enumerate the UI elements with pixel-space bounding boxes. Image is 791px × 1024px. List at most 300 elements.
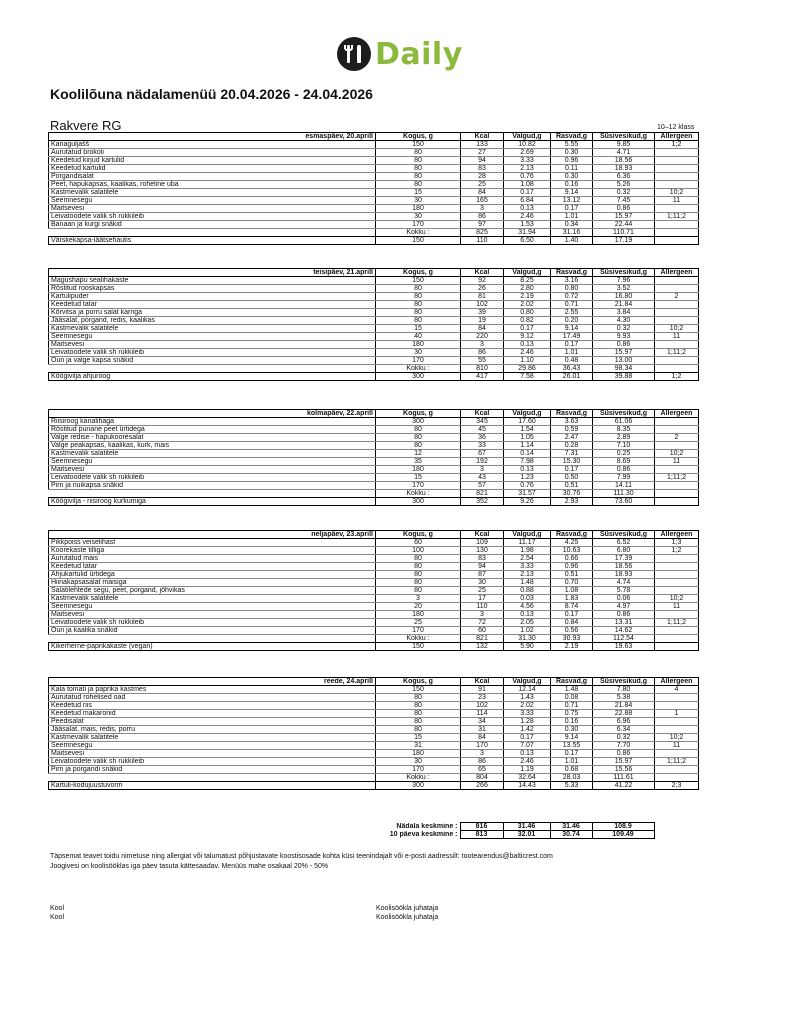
cell-value: 5.26 [593, 181, 655, 189]
cell-value: 1.40 [551, 237, 593, 245]
dish-name: Pikkpoiss veiselihast [49, 539, 376, 547]
cell-value: 2 [655, 434, 699, 442]
cell-value: 19.63 [593, 643, 655, 651]
table-row [49, 277, 699, 285]
cell-value: 22.44 [593, 221, 655, 229]
cell-value: 80 [376, 571, 461, 579]
cell-value: 3.33 [504, 563, 551, 571]
cell-value [655, 750, 699, 758]
cell-value: 30 [376, 213, 461, 221]
column-header: Süsivesikud,g [593, 269, 655, 277]
cell-value: 80 [376, 442, 461, 450]
column-header: Valgud,g [504, 678, 551, 686]
column-header: Rasvad,g [551, 133, 593, 141]
column-header: Allergeen [655, 269, 699, 277]
cell-value: 1.53 [504, 221, 551, 229]
dish-name: Aurutatud rohelised oad [49, 694, 376, 702]
cell-value [655, 726, 699, 734]
cell-value [655, 165, 699, 173]
dish-name: Kastmevalik salatitele [49, 189, 376, 197]
cell-value: 5.33 [551, 782, 593, 790]
table-row [49, 426, 699, 434]
cell-value: 18.93 [593, 165, 655, 173]
dish-name: Kanaguljašš [49, 141, 376, 149]
cell-value: 2.02 [504, 702, 551, 710]
cell-value: 80 [376, 285, 461, 293]
cell-value: 8.74 [551, 603, 593, 611]
column-header: Allergeen [655, 531, 699, 539]
cell-value: 300 [376, 418, 461, 426]
cell-value: 1 [655, 710, 699, 718]
cell-value: 1.01 [551, 213, 593, 221]
cell-value: 300 [376, 782, 461, 790]
total-label: Kokku : [376, 229, 461, 237]
table-row [49, 555, 699, 563]
cell-value [655, 442, 699, 450]
cell-value: 1;11;2 [655, 213, 699, 221]
cell-value: 1.83 [551, 595, 593, 603]
cell-value: 0.66 [551, 555, 593, 563]
cell-value [655, 426, 699, 434]
average-value: 32.01 [503, 831, 550, 839]
cell-value: 2.46 [504, 758, 551, 766]
cell-value: 61.06 [593, 418, 655, 426]
cell-value: 0.16 [551, 718, 593, 726]
cell-value: 80 [376, 587, 461, 595]
cell-value: 11 [655, 197, 699, 205]
cell-value: 2 [655, 293, 699, 301]
cell-value [655, 702, 699, 710]
cell-value [655, 237, 699, 245]
cell-value: 1;2 [655, 141, 699, 149]
cell-value: 0.76 [504, 173, 551, 181]
extra-row [49, 782, 699, 790]
cell-value: 21.84 [593, 702, 655, 710]
cell-value: 6.84 [504, 197, 551, 205]
cell-value: 180 [376, 466, 461, 474]
cell-value: 0.17 [551, 750, 593, 758]
cell-value: 80 [376, 710, 461, 718]
cell-value: 7.99 [593, 474, 655, 482]
cell-value: 0.70 [551, 579, 593, 587]
total-label: Kokku : [376, 365, 461, 373]
cell-value: 80 [376, 317, 461, 325]
cell-value: 45 [461, 426, 504, 434]
cell-value: 18.56 [593, 563, 655, 571]
cell-value: 2.05 [504, 619, 551, 627]
dish-name: Koorekaste tilliga [49, 547, 376, 555]
cell-value [655, 301, 699, 309]
dish-name: Värskekapsa-läätsehautis [49, 237, 376, 245]
cell-value: 60 [461, 627, 504, 635]
cell-value: 2.13 [504, 165, 551, 173]
cell-value: 84 [461, 189, 504, 197]
dish-name: Kastmevalik salatitele [49, 595, 376, 603]
cell-value: 1;11;2 [655, 474, 699, 482]
cell-value: 1;2 [655, 373, 699, 381]
column-header: Kcal [461, 678, 504, 686]
cell-value: 25 [376, 619, 461, 627]
dish-name: Ahjukartulid ürtidega [49, 571, 376, 579]
cell-value: 80 [376, 181, 461, 189]
dish-name: Kastmevalik salatitele [49, 450, 376, 458]
cell-value: 1.54 [504, 426, 551, 434]
cell-value: 3 [376, 595, 461, 603]
total-value: 36.43 [551, 365, 593, 373]
cell-value: 1.01 [551, 349, 593, 357]
table-row [49, 165, 699, 173]
cell-value: 0.25 [593, 450, 655, 458]
cell-value: 192 [461, 458, 504, 466]
table-row [49, 482, 699, 490]
cell-value: 0.34 [551, 221, 593, 229]
total-value: 110.71 [593, 229, 655, 237]
cell-value: 10.63 [551, 547, 593, 555]
cell-value: 9.14 [551, 325, 593, 333]
dish-name: Seemnesegu [49, 197, 376, 205]
cell-value: 0.17 [551, 205, 593, 213]
table-row [49, 474, 699, 482]
cell-value: 1.48 [551, 686, 593, 694]
column-header: Allergeen [655, 133, 699, 141]
cell-value: 0.13 [504, 466, 551, 474]
cell-value: 17 [461, 595, 504, 603]
cell-value: 3.33 [504, 710, 551, 718]
column-header: Süsivesikud,g [593, 410, 655, 418]
table-row [49, 221, 699, 229]
table-row [49, 149, 699, 157]
cell-value: 0.17 [504, 325, 551, 333]
dish-name: Pirn ja porgandi snäkid [49, 766, 376, 774]
cell-value: 14.62 [593, 627, 655, 635]
table-row [49, 157, 699, 165]
table-row [49, 750, 699, 758]
cell-value: 300 [376, 373, 461, 381]
day-header-row [49, 531, 699, 539]
cell-value: 0.72 [551, 293, 593, 301]
cell-value: 2.89 [593, 434, 655, 442]
cell-value: 170 [376, 221, 461, 229]
day-header-row [49, 678, 699, 686]
column-header: Kcal [461, 133, 504, 141]
cell-value: 81 [461, 293, 504, 301]
cell-value: 80 [376, 555, 461, 563]
cell-value [655, 563, 699, 571]
cell-value: 0.13 [504, 341, 551, 349]
cell-value: 80 [376, 149, 461, 157]
table-row [49, 686, 699, 694]
cell-value: 0.80 [551, 285, 593, 293]
cell-value: 11.17 [504, 539, 551, 547]
dish-name: Maitsevesi [49, 341, 376, 349]
signature-label: Kool [50, 905, 65, 912]
cell-value [655, 579, 699, 587]
cell-value [655, 555, 699, 563]
table-row [49, 766, 699, 774]
daily-logo [337, 34, 463, 74]
dish-name: Porgandisalat [49, 173, 376, 181]
column-header: Kcal [461, 531, 504, 539]
dish-name: Kikerherne-paprikakaste (vegan) [49, 643, 376, 651]
cell-value: 2.19 [504, 293, 551, 301]
cell-value: 0.86 [593, 466, 655, 474]
table-row [49, 181, 699, 189]
cell-value: 0.32 [593, 734, 655, 742]
table-row [49, 418, 699, 426]
footnote-line: Täpsemat teavet toidu nimetuse ning allergiat või talumatust põhjustavate koostisosade kohta küsi teenindajalt või e-posti aadressilt: tootearendus@balticrest.com [50, 853, 553, 860]
dish-name: Kastmevalik salatitele [49, 734, 376, 742]
table-row [49, 458, 699, 466]
cell-value: 2.46 [504, 213, 551, 221]
cell-value: 2.69 [504, 149, 551, 157]
dish-name: Leivatoodete valik sh rukkileib [49, 474, 376, 482]
cell-value: 0.17 [551, 466, 593, 474]
cell-value [655, 357, 699, 365]
cell-value: 9.26 [504, 498, 551, 506]
column-header: Kogus, g [376, 269, 461, 277]
cell-value: 5.90 [504, 643, 551, 651]
cell-value: 84 [461, 734, 504, 742]
cell-value: 1;2 [655, 547, 699, 555]
average-label: Nädala keskmine : [396, 823, 458, 830]
table-row [49, 450, 699, 458]
day-table [48, 268, 698, 381]
cell-value: 102 [461, 301, 504, 309]
cell-value: 27 [461, 149, 504, 157]
cutlery-icon [337, 37, 371, 71]
average-value: 109.49 [592, 831, 654, 839]
cell-value: 0.17 [504, 189, 551, 197]
cell-value: 1.08 [551, 587, 593, 595]
column-header: Kogus, g [376, 678, 461, 686]
cell-value: 170 [461, 742, 504, 750]
cell-value: 16.80 [593, 293, 655, 301]
cell-value: 17.39 [593, 555, 655, 563]
cell-value: 1.01 [551, 758, 593, 766]
cell-value: 0.32 [593, 325, 655, 333]
cell-value: 10.82 [504, 141, 551, 149]
cell-value: 0.96 [551, 157, 593, 165]
cell-value: 15.97 [593, 758, 655, 766]
cell-value: 3 [461, 341, 504, 349]
table-row [49, 349, 699, 357]
cell-value: 109 [461, 539, 504, 547]
cell-value: 1.08 [504, 181, 551, 189]
column-header: Valgud,g [504, 410, 551, 418]
total-row [49, 774, 699, 782]
extra-row [49, 498, 699, 506]
dish-name: Maitsevesi [49, 611, 376, 619]
cell-value: 97 [461, 221, 504, 229]
cell-value [655, 611, 699, 619]
cell-value: 6.36 [593, 173, 655, 181]
cell-value: 300 [376, 498, 461, 506]
cell-value: 30 [376, 197, 461, 205]
dish-name: Hiinakapsasalat maisiga [49, 579, 376, 587]
cell-value: 36 [461, 434, 504, 442]
cell-value: 33 [461, 442, 504, 450]
cell-value: 65 [461, 766, 504, 774]
cell-value: 150 [376, 277, 461, 285]
column-header: Kogus, g [376, 410, 461, 418]
cell-value: 14.43 [504, 782, 551, 790]
cell-value: 4.30 [593, 317, 655, 325]
dish-name: Leivatoodete valik sh rukkileib [49, 619, 376, 627]
cell-value: 40 [376, 333, 461, 341]
cell-value: 80 [376, 563, 461, 571]
cell-value: 7.07 [504, 742, 551, 750]
day-name: teisipäev, 21.aprill [49, 269, 376, 277]
cell-value: 0.86 [593, 750, 655, 758]
table-row [49, 579, 699, 587]
cell-value: 17.49 [551, 333, 593, 341]
dish-name: Köögivilja ahjuroog [49, 373, 376, 381]
cell-value: 5.55 [551, 141, 593, 149]
cell-value: 67 [461, 450, 504, 458]
dish-name: Kartulipuder [49, 293, 376, 301]
cell-value: 266 [461, 782, 504, 790]
dish-name: Maitsevesi [49, 205, 376, 213]
table-row [49, 466, 699, 474]
cell-value: 8.35 [593, 426, 655, 434]
table-row [49, 285, 699, 293]
cell-value: 10;2 [655, 595, 699, 603]
cell-value: 4.56 [504, 603, 551, 611]
cell-value [655, 482, 699, 490]
cell-value: 110 [461, 603, 504, 611]
dish-name: Keedetud makaronid [49, 710, 376, 718]
cell-value: 0.30 [551, 149, 593, 157]
cell-value: 3.33 [504, 157, 551, 165]
total-row [49, 365, 699, 373]
dish-name: Kõrvitsa ja porru salat karriga [49, 309, 376, 317]
cell-value: 13.00 [593, 357, 655, 365]
table-row [49, 702, 699, 710]
cell-value: 21.84 [593, 301, 655, 309]
table-row [49, 742, 699, 750]
table-row [49, 619, 699, 627]
table-row [49, 694, 699, 702]
total-label: Kokku : [376, 490, 461, 498]
cell-value: 83 [461, 165, 504, 173]
grade-label: 10–12 klass [657, 124, 695, 131]
cell-value: 15 [376, 474, 461, 482]
cell-value: 80 [376, 718, 461, 726]
table-row [49, 734, 699, 742]
signature-right [376, 904, 438, 922]
total-value: 825 [461, 229, 504, 237]
cell-value: 43 [461, 474, 504, 482]
day-name: reede, 24.aprill [49, 678, 376, 686]
cell-value: 0.80 [504, 309, 551, 317]
cell-value: 0.75 [551, 710, 593, 718]
column-header: Rasvad,g [551, 678, 593, 686]
cell-value: 2.46 [504, 349, 551, 357]
dish-name: Banaan ja kurgi snäkid [49, 221, 376, 229]
cell-value: 19 [461, 317, 504, 325]
dish-name: Leivatoodete valik sh rukkileib [49, 349, 376, 357]
cell-value: 17.60 [504, 418, 551, 426]
cell-value [655, 571, 699, 579]
cell-value: 18.93 [593, 571, 655, 579]
cell-value: 8.69 [593, 458, 655, 466]
cell-value: 7.45 [593, 197, 655, 205]
cell-value: 55 [461, 357, 504, 365]
cell-value: 1.10 [504, 357, 551, 365]
cell-value: 0.84 [551, 619, 593, 627]
cell-value: 23 [461, 694, 504, 702]
cell-value: 2.02 [504, 301, 551, 309]
cell-value: 86 [461, 213, 504, 221]
dish-name: Köögivilja - riisiroog kurkumiga [49, 498, 376, 506]
cell-value [655, 466, 699, 474]
cell-value: 0.17 [551, 611, 593, 619]
cell-value [655, 205, 699, 213]
dish-name: Aurutatud mais [49, 555, 376, 563]
cell-value: 130 [461, 547, 504, 555]
table-row [49, 317, 699, 325]
total-value: 98.34 [593, 365, 655, 373]
table-row [49, 603, 699, 611]
total-value: 821 [461, 490, 504, 498]
averages-table [48, 822, 698, 839]
cell-value [655, 718, 699, 726]
footnote [50, 852, 750, 872]
cell-value: 3 [461, 611, 504, 619]
cell-value: 91 [461, 686, 504, 694]
dish-name: Leivatoodete valik sh rukkileib [49, 758, 376, 766]
cell-value: 39.88 [593, 373, 655, 381]
cell-value: 150 [376, 643, 461, 651]
total-value: 32.64 [504, 774, 551, 782]
table-row [49, 309, 699, 317]
table-row [49, 710, 699, 718]
average-label: 10 päeva keskmine : [389, 831, 458, 838]
column-header: Süsivesikud,g [593, 531, 655, 539]
cell-value: 6.50 [504, 237, 551, 245]
cell-value: 0.13 [504, 205, 551, 213]
cell-value: 15.30 [551, 458, 593, 466]
column-header: Süsivesikud,g [593, 678, 655, 686]
day-name: neljapäev, 23.aprill [49, 531, 376, 539]
dish-name: Riisiroog kanalihaga [49, 418, 376, 426]
cell-value: 18.56 [593, 157, 655, 165]
table-row [49, 726, 699, 734]
cell-value: 1;11;2 [655, 758, 699, 766]
cell-value: 9.14 [551, 734, 593, 742]
cell-value [655, 627, 699, 635]
cell-value: 0.76 [504, 482, 551, 490]
cell-value [655, 309, 699, 317]
page-title: Koolilõuna nädalamenüü 20.04.2026 - 24.04.2026 [50, 86, 373, 102]
cell-value: 352 [461, 498, 504, 506]
cell-value: 1;11;2 [655, 349, 699, 357]
cell-value: 57 [461, 482, 504, 490]
cell-value: 34 [461, 718, 504, 726]
cell-value: 80 [376, 165, 461, 173]
day-header-row [49, 133, 699, 141]
cell-value: 86 [461, 349, 504, 357]
cell-value [655, 285, 699, 293]
table-row [49, 205, 699, 213]
cell-value: 0.11 [551, 165, 593, 173]
table-row [49, 173, 699, 181]
cell-value: 0.56 [551, 627, 593, 635]
cell-value: 72 [461, 619, 504, 627]
dish-name: Aurutatud brokoli [49, 149, 376, 157]
day-name: esmaspäev, 20.aprill [49, 133, 376, 141]
cell-value: 114 [461, 710, 504, 718]
